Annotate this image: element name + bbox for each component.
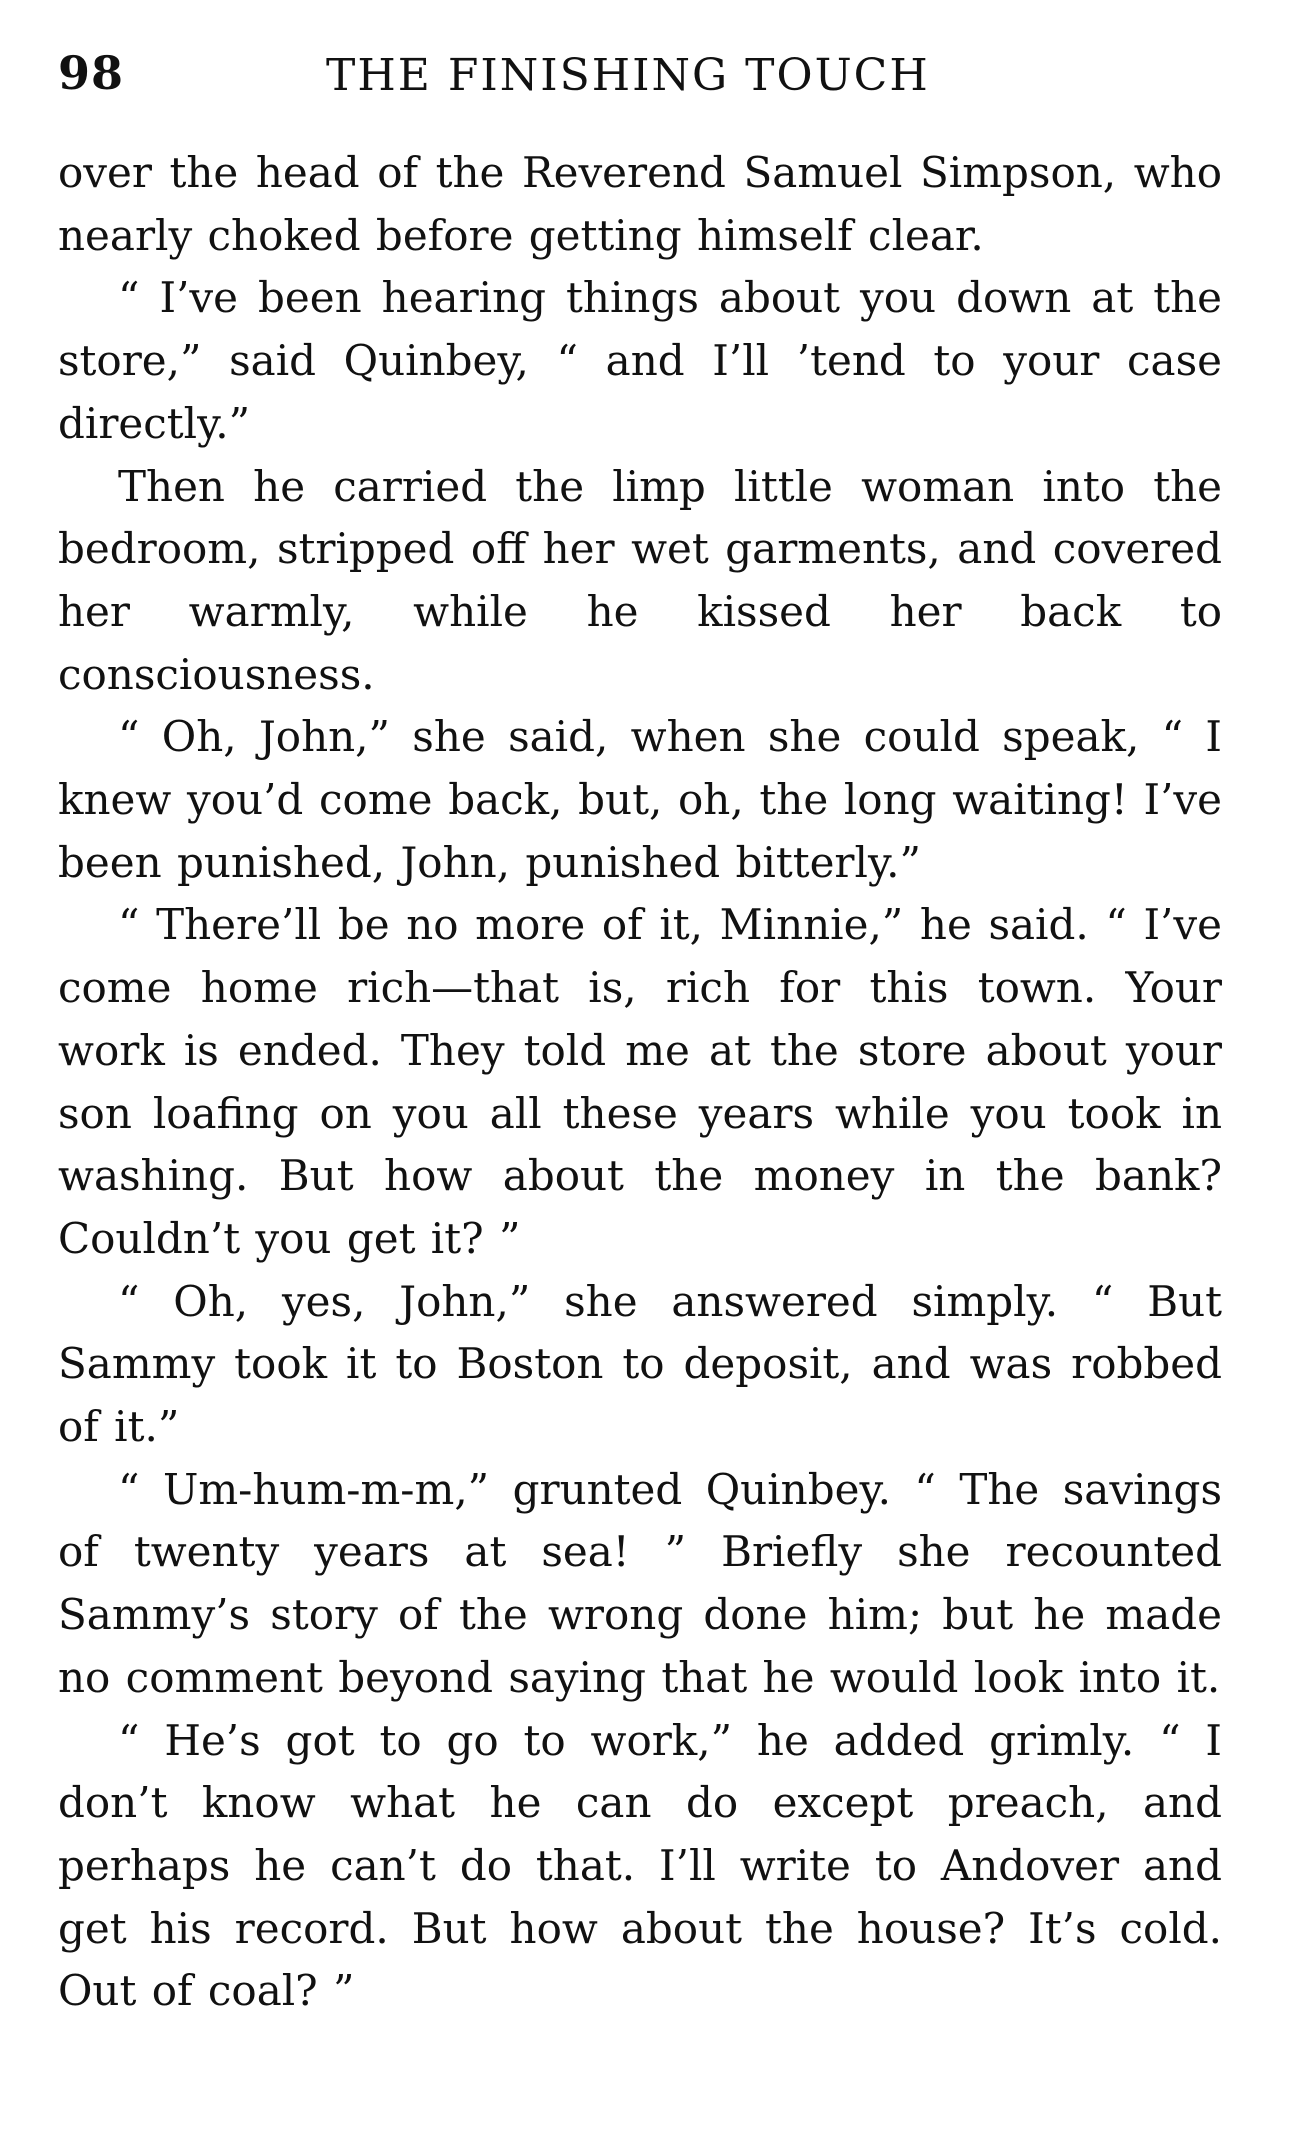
paragraph: “ Um-hum-m-m,” grunted Quinbey. “ The savings of twenty years at sea! ” Briefly she recounted Sammy’s story of the wrong done him; but he made no comment beyond saying that he would look into it. [58,1464,1222,1702]
paragraph: Then he carried the limp little woman into the bedroom, stripped off her wet garments, and covered her warmly, while he kissed her back to consciousness. [58,461,1222,699]
paragraph: “ Oh, yes, John,” she answered simply. “ But Sammy took it to Boston to deposit, and was robbed of it.” [58,1276,1222,1452]
paragraph: “ I’ve been hearing things about you down at the store,” said Quinbey, “ and I’ll ’tend to your case directly.” [58,273,1222,448]
running-head [58,46,1238,116]
page-number: 98 [58,46,125,100]
paragraph: over the head of the Reverend Samuel Simpson, who nearly choked before getting himself clear. [58,148,1222,260]
body-text [58,142,1222,2023]
paragraph: “ Oh, John,” she said, when she could speak, “ I knew you’d come back, but, oh, the long waiting! I’ve been punished, John, punished bitterly.” [58,712,1222,887]
paragraph: “ He’s got to go to work,” he added grimly. “ I don’t know what he can do except preach, and perhaps he can’t do that. I’ll write to Andover and get his record. But how about the house? It’s cold. Out of coal? ” [58,1715,1222,2016]
paragraph: “ There’ll be no more of it, Minnie,” he said. “ I’ve come home rich—that is, rich for this town. Your work is ended. They told me at the store about your son loafing on you all these years while you took in washing. But how about the money in the bank? Couldn’t you get it? ” [58,900,1222,1263]
running-title: THE FINISHING TOUCH [326,50,930,101]
